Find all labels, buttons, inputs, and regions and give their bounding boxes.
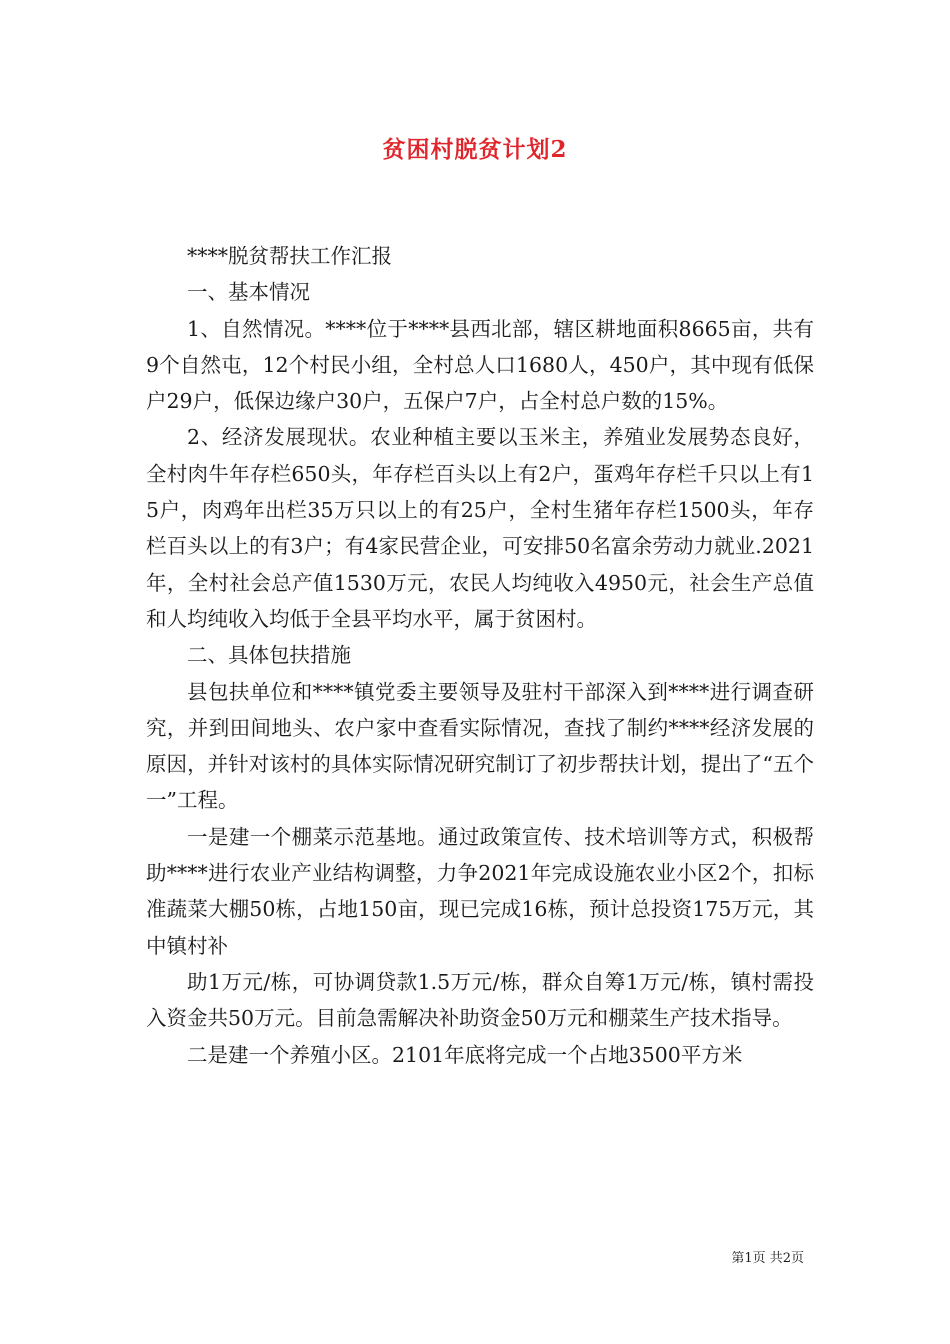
- paragraph-economic-status: 2、经济发展现状。农业种植主要以玉米主，养殖业发展势态良好，全村肉牛年存栏650头，年存栏百头以上有2户，蛋鸡年存栏千只以上有15户，肉鸡年出栏35万只以上的有25户，全村生猪年存栏1500头，年存栏百头以上的有3户；有4家民营企业，可安排50名富余劳动力就业.2021年，全村社会总产值1530万元，农民人均纯收入4950元，社会生产总值和人均纯收入均低于全县平均水平，属于贫困村。: [146, 425, 814, 631]
- paragraph-breeding-zone: 二是建一个养殖小区。2101年底将完成一个占地3500平方米: [187, 1042, 743, 1067]
- paragraph-report-heading: ****脱贫帮扶工作汇报: [187, 244, 392, 268]
- document-body: [146, 238, 814, 1073]
- page-number: 第1页 共2页: [731, 1251, 804, 1266]
- paragraph-natural-conditions: 1、自然情况。****位于****县西北部，辖区耕地面积8665亩，共有9个自然屯，12个村民小组，全村总人口1680人，450户，其中现有低保户29户，低保边缘户30户，五保户7户，占全村总户数的15%。: [146, 316, 814, 414]
- paragraph-subsidy: 助1万元/栋，可协调贷款1.5万元/栋，群众自筹1万元/栋，镇村需投入资金共50万元。目前急需解决补助资金50万元和棚菜生产技术指导。: [146, 969, 814, 1031]
- paragraph-investigation: 县包扶单位和****镇党委主要领导及驻村干部深入到****进行调查研究，并到田间地头、农户家中查看实际情况，查找了制约****经济发展的原因，并针对该村的具体实际情况研究制订了初步帮扶计划，提出了“五个一”工程。: [146, 679, 814, 813]
- document-title: 贫困村脱贫计划2: [382, 136, 568, 163]
- section-heading-basic-info: 一、基本情况: [187, 280, 310, 305]
- paragraph-greenhouse-base: 一是建一个棚菜示范基地。通过政策宣传、技术培训等方式，积极帮助****进行农业产业结构调整，力争2021年完成设施农业小区2个，扣标准蔬菜大棚50栋，占地150亩，现已完成16栋，预计总投资175万元，其中镇村补: [146, 824, 814, 958]
- section-heading-measures: 二、具体包扶措施: [187, 643, 351, 668]
